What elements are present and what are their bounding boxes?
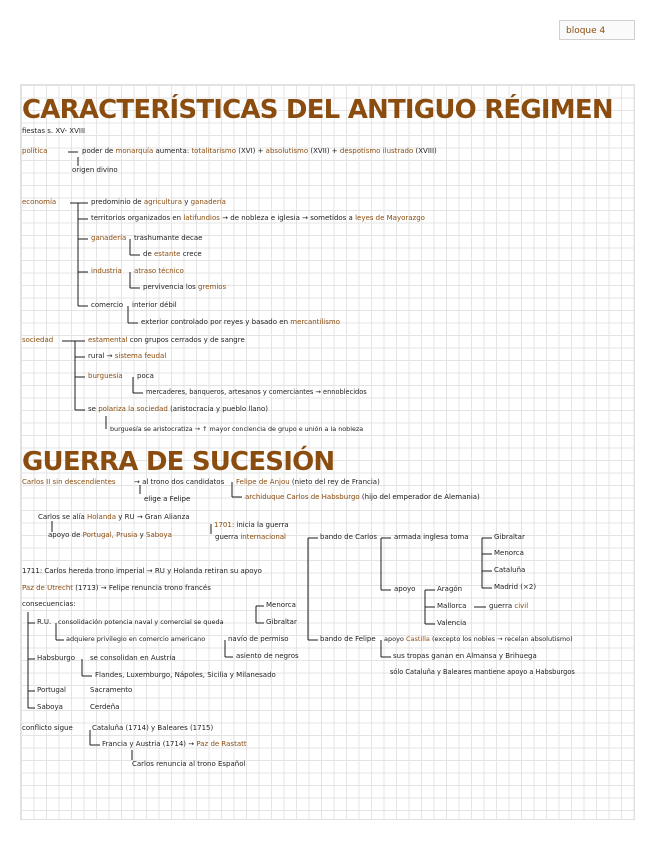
valencia: Valencia: [437, 619, 467, 627]
guerra-civil: [489, 602, 528, 611]
apoyo-castilla: [384, 635, 573, 644]
conf2b: Paz de Rastatt: [196, 740, 247, 748]
burguesia-label: burguesía: [88, 372, 123, 380]
bando-carlos: bando de Carlos: [320, 533, 378, 541]
bando-felipe: bando de Felipe: [320, 635, 376, 643]
s1b: con grupos cerrados y de sangre: [129, 336, 245, 344]
com2a: exterior controlado por reyes y basado en: [141, 318, 289, 326]
alia1a: Carlos se alía: [38, 513, 85, 521]
politica-label: política: [22, 147, 48, 155]
eco-r2d: leyes de Mayorazgo: [355, 214, 425, 222]
industria-2: [143, 283, 226, 292]
ind2a: pervivencia los: [143, 283, 196, 291]
apoyo3b: Castilla: [406, 635, 430, 643]
ganaderia-1: trashumante decae: [134, 234, 203, 242]
portugal-label: Portugal: [37, 686, 66, 694]
paz-utrecht: [22, 584, 211, 593]
f1a: Felipe de Anjou: [236, 478, 290, 486]
apoyo3c: (excepto los nobles → recelan absolutismo): [431, 635, 573, 643]
guerra-internacional: [215, 533, 286, 542]
soc-row2: [88, 352, 166, 361]
pol-b: monarquía: [115, 147, 154, 155]
soc-row5: burguesía se aristocratiza → ↑ mayor conciencia de grupo e unión a la nobleza: [110, 425, 364, 433]
eco-r1d: ganadería: [190, 198, 226, 206]
alianza: [38, 513, 190, 522]
f1b: (nieto del rey de Francia): [291, 478, 380, 486]
comercio-2: [141, 318, 340, 327]
gan2c: crece: [182, 250, 202, 258]
soc-row4: [88, 405, 268, 414]
habsburgo-1: se consolidan en Austria: [90, 654, 176, 662]
saboya-label: Saboya: [37, 703, 63, 711]
s1a: estamental: [88, 336, 128, 344]
f2b: (hijo del emperador de Alemania): [361, 493, 480, 501]
navio-permiso: navío de permiso: [228, 635, 289, 643]
gc-b: civil: [514, 602, 529, 610]
pol-f: absolutismo: [265, 147, 309, 155]
ganaderia-label: ganadería: [91, 234, 127, 242]
eco-r1a: predominio de: [91, 198, 142, 206]
apoyo-carlos-2: apoyo: [394, 585, 416, 593]
gi-a: guerra: [215, 533, 239, 541]
eco-r1b: agricultura: [143, 198, 182, 206]
felipe-cand: [236, 478, 380, 487]
armada-inglesa: armada inglesa toma: [394, 533, 469, 541]
consecuencias: consecuencias:: [22, 600, 76, 608]
s4c: (aristocracia y pueblo llano): [170, 405, 268, 413]
habsburgo-label: Habsburgo: [37, 654, 76, 662]
gibraltar-2: Gibraltar: [266, 618, 297, 626]
menorca-1: Menorca: [494, 549, 524, 557]
conf2a: Francia y Austria (1714) →: [102, 740, 195, 748]
burguesia-2: mercaderes, banqueros, artesanos y comerciantes → ennoblecidos: [146, 388, 367, 396]
cataluna-baleares: sólo Cataluña y Baleares mantiene apoyo a Habsburgos: [390, 668, 575, 676]
ru-label: R.U.: [37, 618, 52, 626]
politica-line: [82, 147, 437, 156]
carlos-label: Carlos II sin descendientes: [22, 478, 116, 486]
f2a: archiduque Carlos de Habsburgo: [245, 493, 360, 501]
comercio-label: comercio: [91, 301, 124, 309]
pol-h: despotismo ilustrado: [339, 147, 414, 155]
aragon: Aragón: [437, 585, 463, 593]
y1711: 1711: Carlos hereda trono imperial → RU y Holanda retiran su apoyo: [22, 567, 262, 575]
gan2a: de: [143, 250, 152, 258]
madrid: Madrid (×2): [494, 583, 537, 591]
origen-divino: origen divino: [72, 166, 118, 174]
bloque-label: bloque 4: [566, 26, 606, 36]
title-guerra-sucesion: GUERRA DE SUCESIÓN: [22, 447, 335, 477]
eco-row1: [91, 198, 226, 207]
pol-e: (XVI) +: [238, 147, 264, 155]
ru-1: consolidación potencia naval y comercial se queda: [58, 618, 224, 626]
apoyo1b: Portugal, Prusia: [82, 531, 138, 539]
economia-label: economía: [22, 198, 57, 206]
alia1b: Holanda: [87, 513, 116, 521]
y1701a: 1701:: [214, 521, 235, 529]
asiento-negros: asiento de negros: [236, 652, 299, 660]
elige-felipe: elige a Felipe: [144, 495, 191, 503]
conflicto: conflicto sigue: [22, 724, 73, 732]
title-antiguo-regimen: CARACTERÍSTICAS DEL ANTIGUO RÉGIMEN: [22, 95, 613, 125]
pol-d: totalitarismo: [191, 147, 236, 155]
eco-r2b: latifundios: [183, 214, 220, 222]
alia1c: y RU → Gran Alianza: [118, 513, 190, 521]
pol-c: aumenta:: [155, 147, 190, 155]
conflicto-2: [102, 740, 247, 749]
apoyo3a: apoyo: [384, 635, 404, 643]
s2b: sistema feudal: [114, 352, 167, 360]
trono: → al trono dos candidatos: [134, 478, 225, 486]
eco-row2: [91, 214, 425, 223]
cataluna-1: Cataluña: [494, 566, 526, 574]
pol-g: (XVII) +: [310, 147, 338, 155]
fechas: fiestas s. XV- XVIII: [22, 127, 86, 135]
burguesia-1: poca: [137, 372, 154, 380]
carlos-renuncia: Carlos renuncia al trono Español: [132, 760, 246, 768]
pol-a: poder de: [82, 147, 114, 155]
pol-i: (XVIII): [415, 147, 437, 155]
apoyo1c: y: [139, 531, 144, 539]
paz-a: Paz de Utrecht: [22, 584, 73, 592]
y1701b: inicia la guerra: [236, 521, 289, 529]
com2b: mercantilismo: [290, 318, 341, 326]
comercio-1: interior débil: [132, 301, 177, 309]
cerdena: Cerdeña: [90, 703, 120, 711]
gan2b: estante: [153, 250, 181, 258]
eco-r2a: territorios organizados en: [91, 214, 182, 222]
sociedad-label: sociedad: [22, 336, 54, 344]
apoyo-carlos: [48, 531, 172, 540]
habsburgo-2: Flandes, Luxemburgo, Nápoles, Sicilia y Milanesado: [95, 671, 276, 679]
inicio-1701: [214, 521, 289, 530]
industria-1: atraso técnico: [134, 267, 184, 275]
tropas: sus tropas ganan en Almansa y Brihuega: [393, 652, 537, 660]
paz-b: (1713) → Felipe renuncia trono francés: [75, 584, 211, 592]
menorca-2: Menorca: [266, 601, 296, 609]
soc-row1: [88, 336, 245, 345]
eco-r2c: → de nobleza e iglesia → sometidos a: [222, 214, 353, 222]
ganaderia-2: [143, 250, 202, 259]
s4b: polariza la sociedad: [98, 405, 168, 413]
apoyo1a: apoyo de: [48, 531, 81, 539]
carlos-cand: [245, 493, 480, 502]
gc-a: guerra: [489, 602, 513, 610]
conflicto-1: Cataluña (1714) y Baleares (1715): [92, 724, 214, 732]
gi-b: internacional: [240, 533, 287, 541]
sacramento: Sacramento: [90, 686, 133, 694]
eco-r1c: y: [184, 198, 189, 206]
ind2b: gremios: [198, 283, 227, 291]
industria-label: industria: [91, 267, 122, 275]
apoyo1d: Saboya: [146, 531, 172, 539]
mallorca: Mallorca: [437, 602, 467, 610]
gibraltar-1: Gibraltar: [494, 533, 525, 541]
s4a: se: [88, 405, 96, 413]
ru-2: adquiere privilegio en comercio americano: [66, 635, 206, 643]
s2a: rural →: [88, 352, 113, 360]
